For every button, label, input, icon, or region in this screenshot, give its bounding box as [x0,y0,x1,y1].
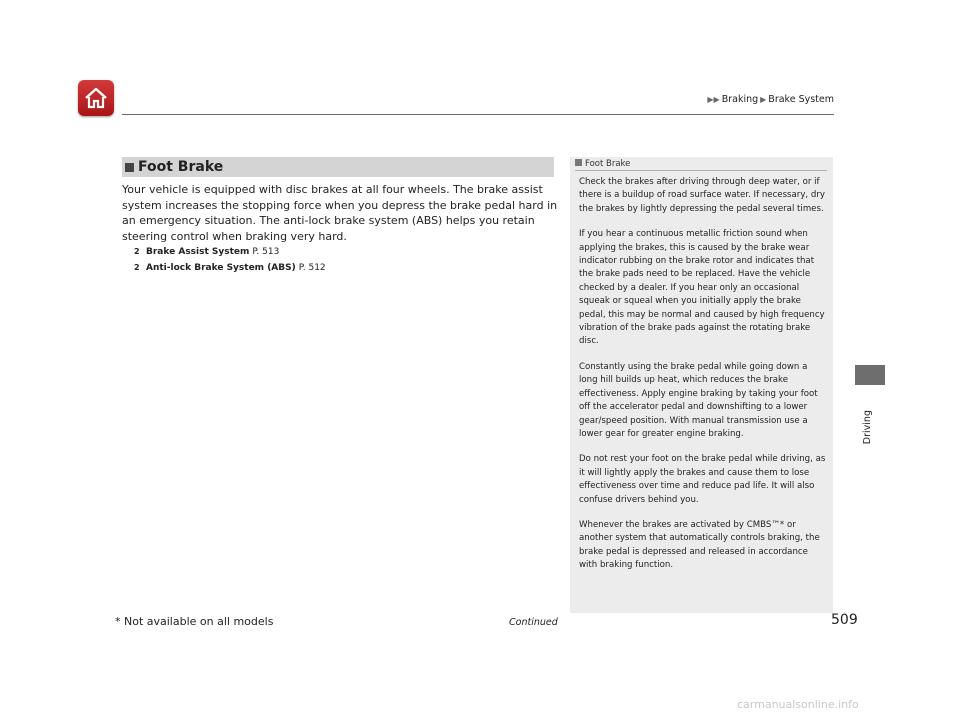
breadcrumb-arrow-icon: ▶ [760,95,767,104]
section-body: Your vehicle is equipped with disc brakes at all four wheels. The brake assist system increases the stopping force when you depress the brake pedal hard in an emergency situation. The anti-lock brake system (ABS) helps you retain steering control when braking very hard. [122,183,558,243]
continued-label: Continued [509,617,558,628]
note-paragraph: Whenever the brakes are activated by CMBS™* or another system that automatically controls braking, the brake pedal is depressed and released in accordance with braking function. [579,519,820,571]
ref-arrow-icon: 2 [134,263,140,272]
watermark: carmanualsonline.info [737,698,859,711]
footnote: * Not available on all models [115,615,274,628]
note-paragraph: Constantly using the brake pedal while going down a long hill builds up heat, which reduces the brake effectiveness. Apply engine braking by taking your foot off the accelerator pedal and downshifting to a lower gear/speed position. With manual transmission use a lower gear for greater engine braking. [579,361,818,439]
breadcrumb-arrow-icon: ▶▶ [707,95,720,104]
ref-link-abs[interactable] [134,260,326,276]
home-button[interactable] [78,80,114,116]
ref-arrow-icon: 2 [134,247,140,256]
note-title: Foot Brake [585,159,631,169]
section-bullet-icon [125,163,134,172]
note-divider [575,170,827,171]
ref-label: Anti-lock Brake System (ABS) [146,263,296,273]
side-tab-label: Driving [862,410,873,445]
ref-page: P. 513 [252,247,280,257]
note-paragraph: Check the brakes after driving through deep water, or if there is a buildup of road surface water. If necessary, dry the brakes by lightly depressing the pedal several times. [579,177,825,214]
note-paragraph: If you hear a continuous metallic friction sound when applying the brakes, this is caused by the brake wear indicator rubbing on the brake rotor and indicates that the brake pads need to be replaced. Have the vehicle checked by a dealer. If you hear only an occasional squeak or squeal when you initially apply the brake pedal, this may be normal and caused by high frequency vibration of the brake pads against the rotating brake disc. [579,229,825,347]
page-number: 509 [831,612,858,628]
header-divider [122,114,834,115]
breadcrumb [707,94,834,105]
breadcrumb-item-braking[interactable]: Braking [721,94,759,105]
ref-page: P. 512 [298,263,326,273]
note-heading [575,159,630,169]
note-paragraph: Do not rest your foot on the brake pedal while driving, as it will lightly apply the brakes and cause them to lose effectiveness over time and reduce pad life. It will also confuse drivers behind you. [579,454,826,505]
note-body [579,176,826,585]
ref-link-brake-assist[interactable] [134,244,326,260]
section-heading [122,157,554,177]
breadcrumb-item-brake-system[interactable]: Brake System [768,94,834,105]
ref-label: Brake Assist System [146,247,250,257]
reference-list [134,244,326,276]
side-tab[interactable] [855,365,885,385]
section-title: Foot Brake [138,159,224,175]
home-icon [83,85,109,111]
note-icon [575,159,582,166]
